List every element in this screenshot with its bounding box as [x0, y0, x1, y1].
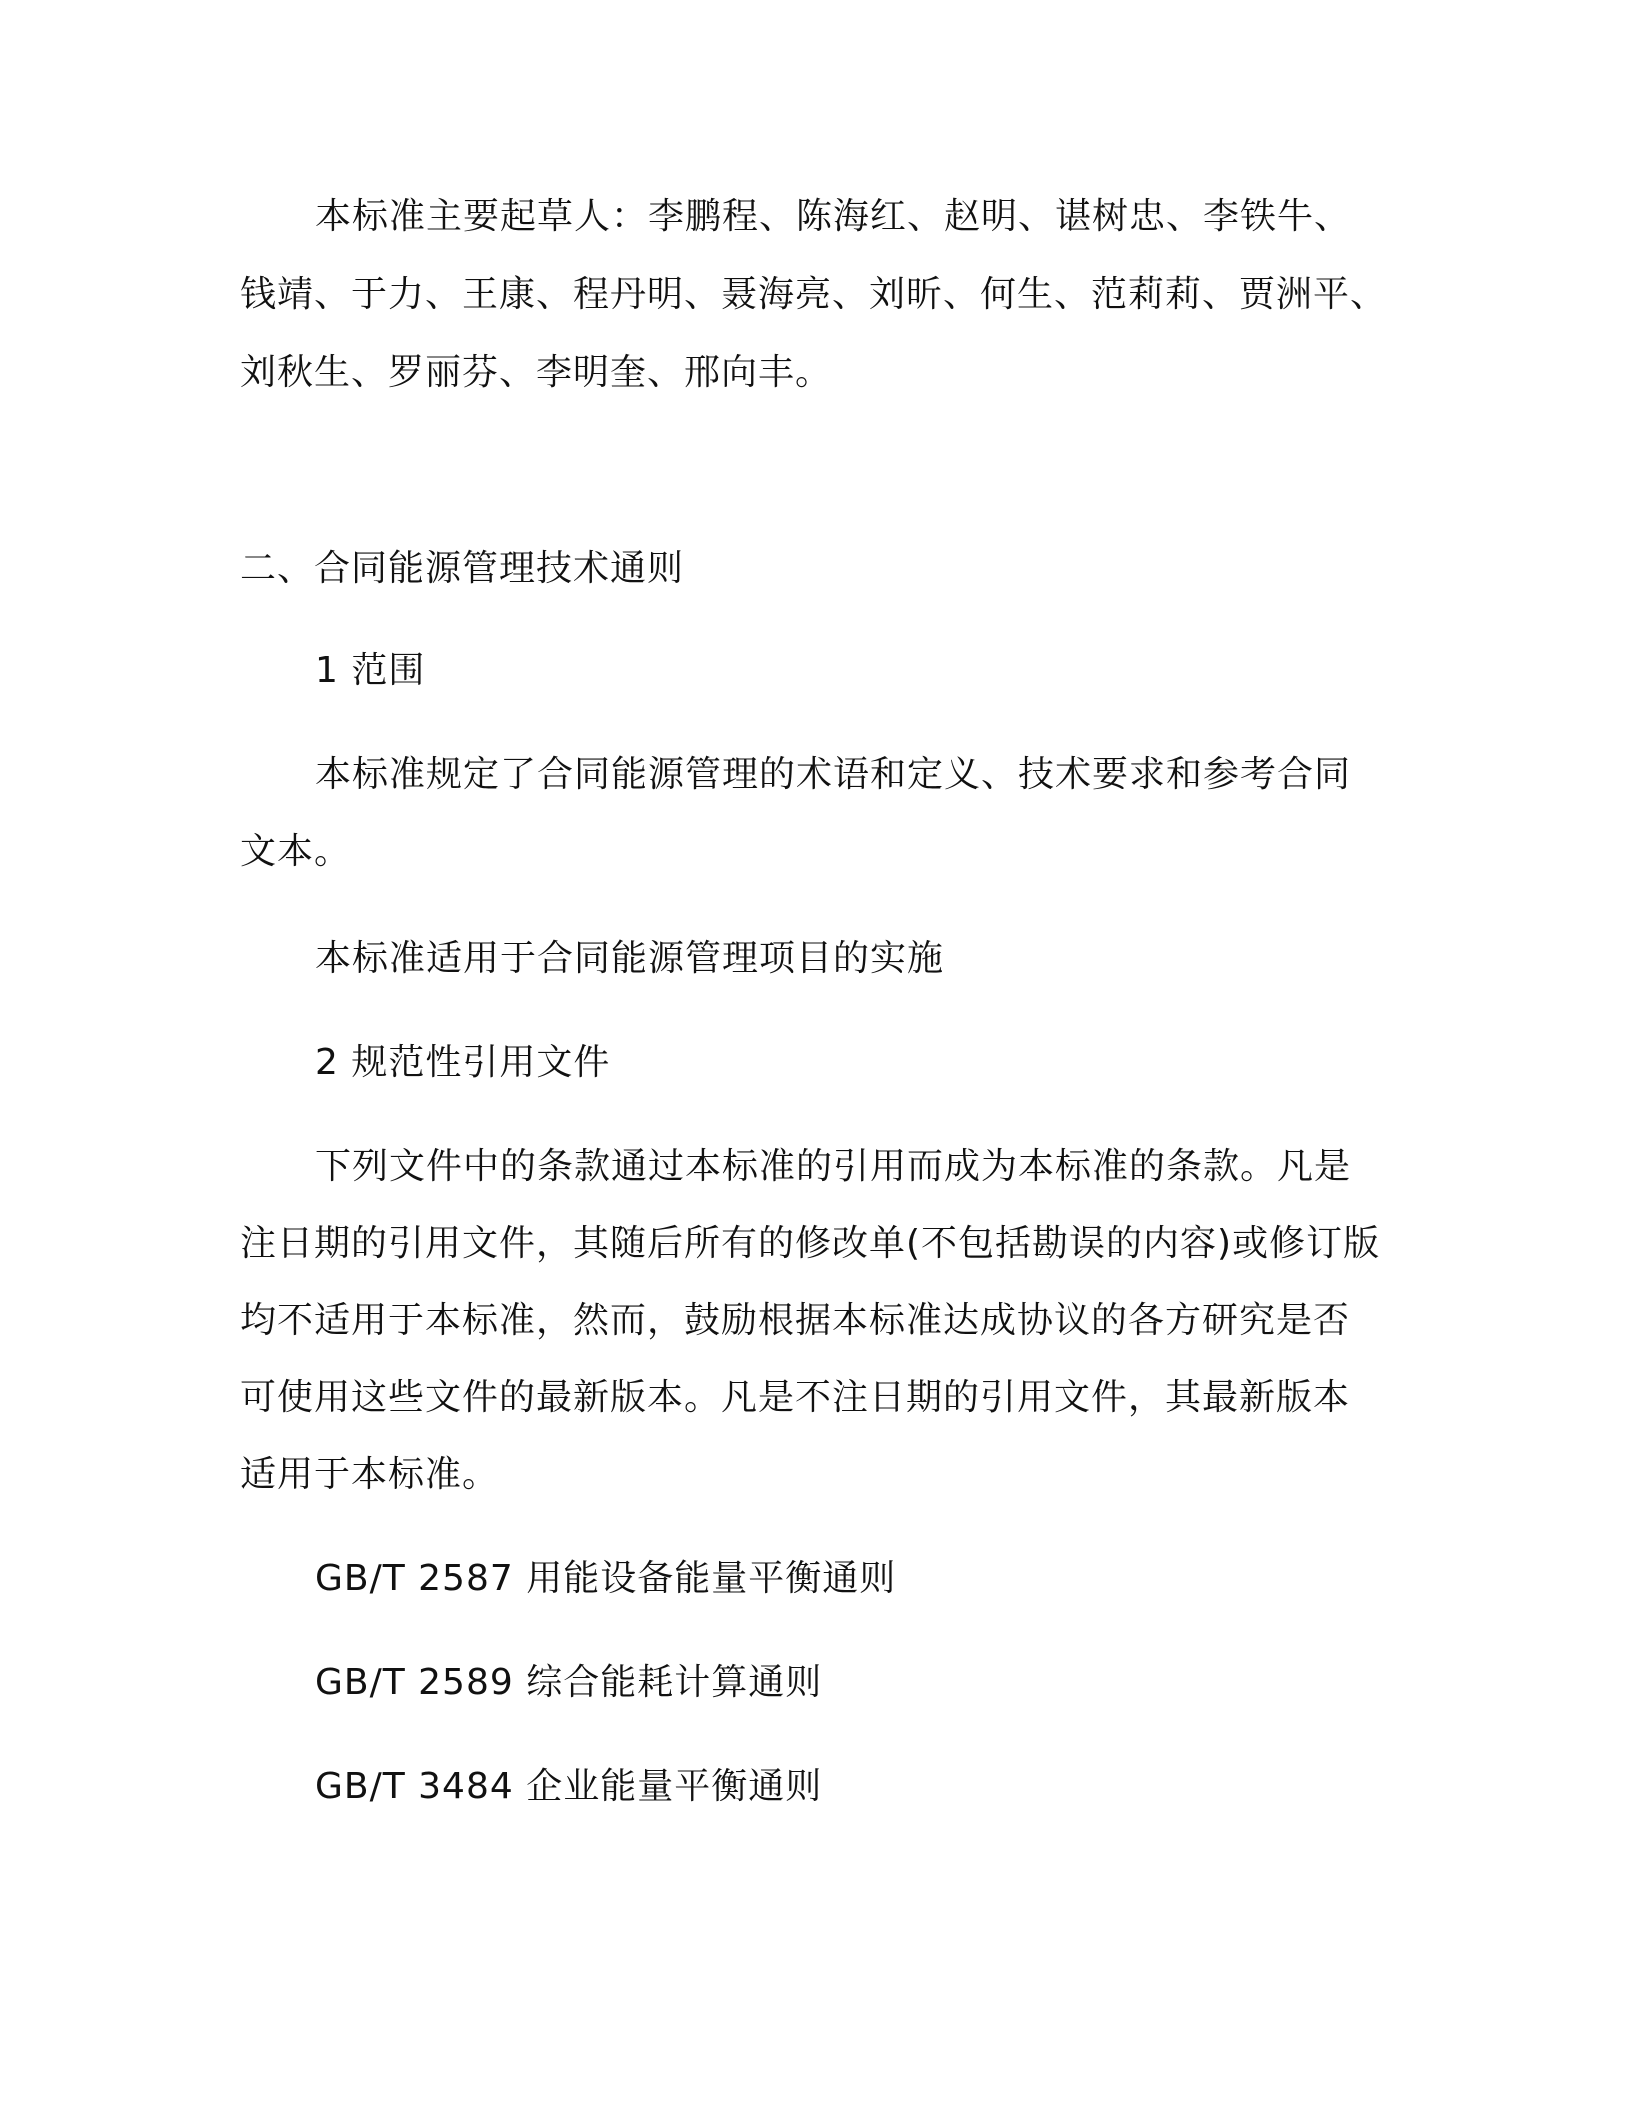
- reference-item-gbt2587: GB/T 2587 用能设备能量平衡通则: [315, 1558, 897, 1599]
- scope-para1-line-2: 文本。: [240, 831, 352, 872]
- references-para-line-1: 下列文件中的条款通过本标准的引用而成为本标准的条款。凡是: [315, 1146, 1352, 1187]
- references-para-line-4: 可使用这些文件的最新版本。凡是不注日期的引用文件，其最新版本: [240, 1377, 1351, 1418]
- drafters-line-3: 刘秋生、罗丽芬、李明奎、邢向丰。: [240, 352, 833, 393]
- section-title: 二、合同能源管理技术通则: [240, 548, 685, 589]
- scope-heading: 1 范围: [315, 650, 426, 691]
- references-heading: 2 规范性引用文件: [315, 1042, 611, 1083]
- references-para-line-5: 适用于本标准。: [240, 1454, 500, 1495]
- reference-item-gbt2589: GB/T 2589 综合能耗计算通则: [315, 1662, 823, 1703]
- scope-para1-line-1: 本标准规定了合同能源管理的术语和定义、技术要求和参考合同: [315, 754, 1352, 795]
- drafters-line-1: 本标准主要起草人：李鹏程、陈海红、赵明、谌树忠、李铁牛、: [315, 196, 1352, 237]
- references-para-line-3: 均不适用于本标准，然而，鼓励根据本标准达成协议的各方研究是否: [240, 1300, 1351, 1341]
- scope-para2: 本标准适用于合同能源管理项目的实施: [315, 938, 945, 979]
- drafters-line-2: 钱靖、于力、王康、程丹明、聂海亮、刘昕、何生、范莉莉、贾洲平、: [240, 274, 1388, 315]
- references-para-line-2: 注日期的引用文件，其随后所有的修改单(不包括勘误的内容)或修订版: [240, 1223, 1381, 1264]
- reference-item-gbt3484: GB/T 3484 企业能量平衡通则: [315, 1766, 823, 1807]
